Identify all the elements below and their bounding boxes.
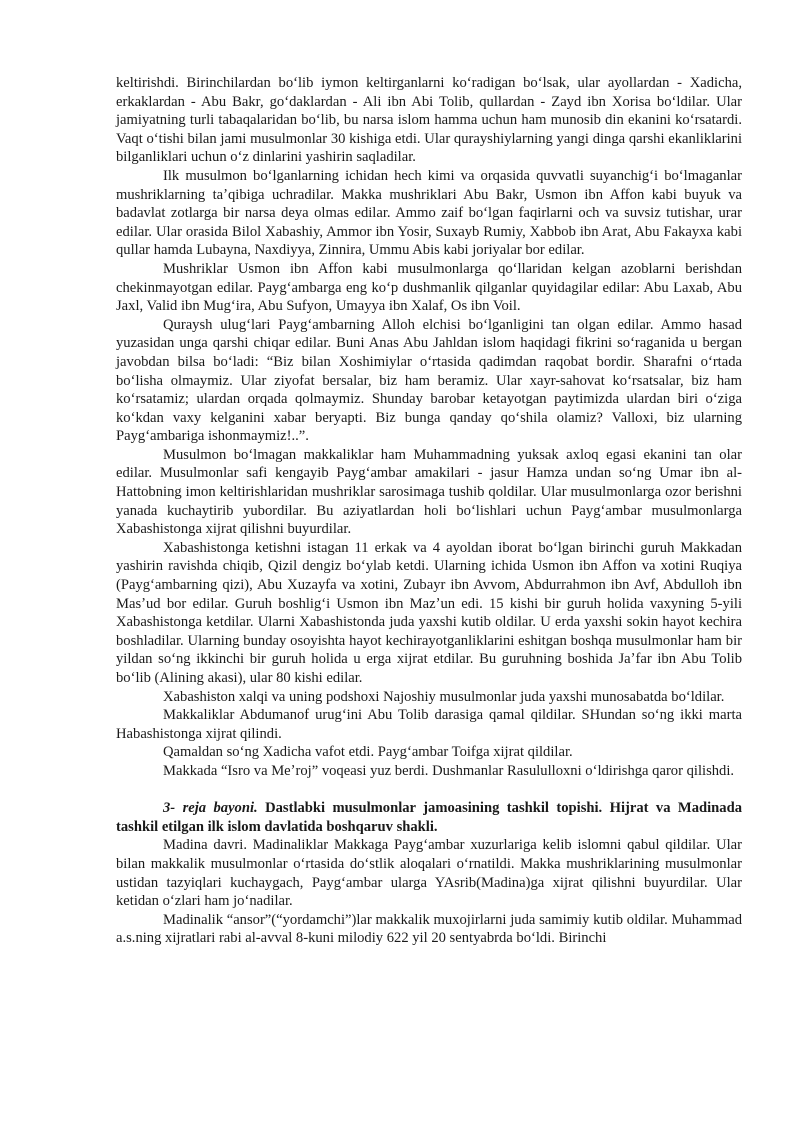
paragraph: Makkaliklar Abdumanof urugʻini Abu Tolib darasiga qamal qildilar. SHundan soʻng ikki marta Habashistonga xijrat qilindi. [116, 707, 742, 742]
paragraph: Madina davri. Madinaliklar Makkaga Paygʻambar xuzurlariga kelib islomni qabul qildilar. Ular bilan makkalik musulmonlar oʻrtasida doʻstlik aloqalari oʻrnatildi. Makka mushriklarining musulmonlar ustidan tazyiqlari kuchaygach, Paygʻambar ularga YAsrib(Madina)ga xijrat qilishni buyurdilar. Ular ketidan oʻzlari ham joʻnadilar. [116, 837, 742, 910]
paragraph: Makkada “Isro va Meʼroj” voqeasi yuz berdi. Dushmanlar Rasululloxni oʻldirishga qaror qilishdi. [163, 762, 735, 779]
paragraph: Xabashiston xalqi va uning podshoxi Najoshiy musulmonlar juda yaxshi munosabatda boʻldilar. [163, 688, 725, 705]
paragraph: Qamaldan soʻng Xadicha vafot etdi. Paygʻambar Toifga xijrat qildilar. [163, 744, 573, 761]
paragraph: Mushriklar Usmon ibn Affon kabi musulmonlarga qoʻllaridan kelgan azoblarni berishdan chekinmayotgan edilar. Paygʻambarga eng koʻp dushmanlik qilganlar quyidagilar edilar: Abu Laxab, Abu Jaxl, Valid ibn Mugʻira, Abu Sufyon, Umayya ibn Xalaf, Os ibn Voil. [116, 260, 742, 315]
section-heading [116, 799, 742, 836]
paragraph-continuation: keltirishdi. Birinchilardan boʻlib iymon keltirganlarni koʻradigan boʻlsak, ular ayollardan - Xadicha, erkaklardan - Abu Bakr, goʻdaklardan - Ali ibn Abi Tolib, qullardan - Zayd ibn Xorisa boʻldilar. Ular jamiyatning turli tabaqalaridan boʻlib, bu narsa islom hamma uchun ham munosib din ekanini koʻrsatardi. Vaqt oʻtishi bilan jami musulmonlar 30 kishiga etdi. Ular qurayshiylarning yangi dinga qarshi ekanliklarini bilganliklari uchun oʻz dinlarini yashirin saqladilar. [116, 75, 742, 166]
section-number: 3- reja bayoni. [163, 800, 258, 817]
paragraph: Quraysh ulugʻlari Paygʻambarning Alloh elchisi boʻlganligini tan olgan edilar. Ammo hasad yuzasidan unga qarshi chiqar edilar. Buni Anas Abu Jahldan islom haqidagi fikrini soʻraganida u bergan javobdan bilsa boʻladi: “Biz bilan Xoshimiylar oʻrtasida qadimdan raqobat bordir. Sharafni oʻrtada boʻlisha olmaymiz. Ular ziyofat bersalar, biz ham beramiz. Ular xayr-sahovat koʻrsatsalar, biz ham koʻrsatamiz; ulardan orqada qolmaymiz. Shunday barobar ketayotgan paytimizda ulardan biri oʻziga koʻkdan vaxy kelganini xabar beryapti. Biz bunga qanday qoʻshila olamiz? Valloxi, biz ularning Paygʻambariga ishonmaymiz!..”. [116, 316, 742, 445]
paragraph: Xabashistonga ketishni istagan 11 erkak va 4 ayoldan iborat boʻlgan birinchi guruh Makkadan yashirin ravishda chiqib, Qizil dengiz boʻylab ketdi. Ularning ichida Usmon ibn Affon va xotini Ruqiya (Paygʻambarning qizi), Abu Xuzayfa va xotini, Zubayr ibn Avvom, Abdurrahmon ibn Avf, Abdulloh ibn Masʼud bor edilar. Guruh boshligʻi Usmon ibn Mazʼun edi. 15 kishi bir guruh holida vaxyning 5-yili Xabashistonga ketdilar. Ularni Xabashistonda juda yaxshi kutib oldilar. U erda yaxshi sokin hayot kechira boshladilar. Ularning bunday osoyishta hayot kechirayotganliklarini eshitgan boshqa musulmonlar ham bir yildan soʻng ikkinchi bir guruh holida u erga xijrat etdilar. Bu guruhning boshida Jaʼfar ibn Abu Tolib boʻlib (Alining akasi), ular 80 kishi edilar. [116, 539, 742, 686]
paragraph: Madinalik “ansor”(“yordamchi”)lar makkalik muxojirlarni juda samimiy kutib oldilar. Muhammad a.s.ning xijratlari rabi al-avval 8-kuni milodiy 622 yil 20 sentyabrda boʻldi. Birinchi [116, 911, 742, 947]
paragraph: Ilk musulmon boʻlganlarning ichidan hech kimi va orqasida quvvatli suyanchigʻi boʻlmaganlar mushriklarning taʼqibiga uchradilar. Makka mushriklari Abu Bakr, Usmon ibn Affon kabi buyuk va badavlat zotlarga bir narsa deya olmas edilar. Ammo zaif boʻlgan faqirlarni och va suvsiz tutishar, urar edilar. Ular orasida Bilol Xabashiy, Ammor ibn Yosir, Suxayb Rumiy, Xabbob ibn Arat, Abu Fakayxa kabi qullar hamda Lubayna, Naxdiyya, Zinnira, Ummu Abis kabi joriyalar bor edilar. [116, 167, 742, 259]
document-page [116, 74, 742, 948]
paragraph: Musulmon boʻlmagan makkaliklar ham Muhammadning yuksak axloq egasi ekanini tan olar edilar. Musulmonlar safi kengayib Paygʻambar amakilari - jasur Hamza undan soʻng Umar ibn al-Hattobning imon keltirishlaridan mushriklar sarosimaga tushib qoldilar. Ular musulmonlarga ozor berishni yanada kuchaytirib yubordilar. Bu aziyatlardan holi boʻlishlari uchun Paygʻambar musulmonlarga Xabashistonga xijrat qilishni buyurdilar. [116, 446, 742, 538]
section-title: Dastlabki musulmonlar jamoasining tashkil topishi. Hijrat va Madinada tashkil etilgan ilk islom davlatida boshqaruv shakli. [116, 800, 742, 835]
blank-line [116, 781, 742, 800]
